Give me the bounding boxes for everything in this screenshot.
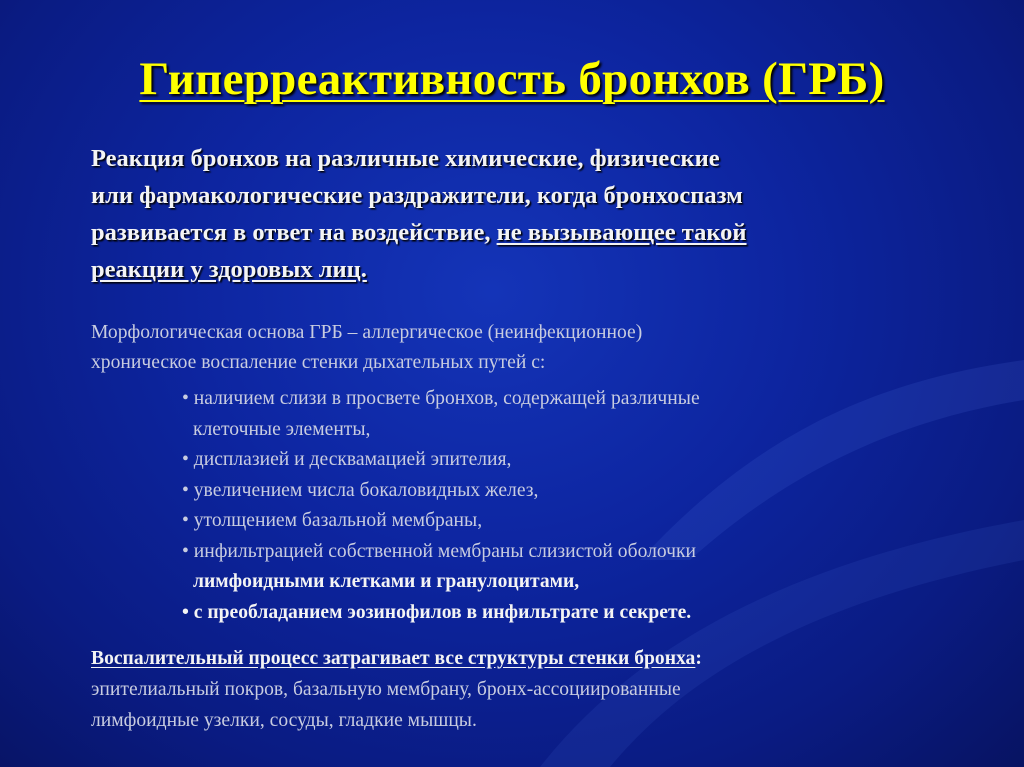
definition-line-3-underlined: не вызывающее такой [496, 219, 747, 246]
slide-title-text: Гиперреактивность бронхов (ГРБ) [139, 53, 885, 105]
morphology-line-2: хроническое воспаление стенки дыхательных путей с: [91, 352, 546, 373]
definition-line-3-plain: развивается в ответ на воздействие, [91, 219, 497, 246]
footer-line-1 [91, 643, 951, 674]
morphology-line-1: Морфологическая основа ГРБ – аллергическое (неинфекционное) [91, 322, 643, 343]
slide-title [0, 52, 1024, 106]
footer-line-3: лимфоидные узелки, сосуды, гладкие мышцы. [91, 710, 477, 731]
bullet-item-6: • с преобладанием эозинофилов в инфильтрате и секрете. [182, 601, 692, 623]
footer-paragraph [91, 643, 951, 736]
bullet-item-5-continuation: лимфоидными клетками и гранулоцитами, [193, 571, 580, 592]
definition-line-4 [91, 251, 951, 288]
footer-lead: Воспалительный процесс затрагивает все структуры стенки бронха [91, 648, 696, 669]
bullet-list [182, 384, 882, 628]
bullet-item-1-continuation: клеточные элементы, [193, 418, 371, 440]
bullet-item-3: • увеличением числа бокаловидных желез, [182, 479, 539, 501]
footer-colon: : [695, 648, 702, 669]
bullet-item-4: • утолщением базальной мембраны, [182, 510, 483, 531]
definition-block [91, 140, 951, 288]
definition-line-4-underlined: реакции у здоровых лиц. [91, 256, 367, 283]
footer-line-2: эпителиальный покров, базальную мембрану, бронх-ассоциированные [91, 679, 681, 700]
bullet-item-2: • дисплазией и десквамацией эпителия, [182, 449, 512, 470]
definition-line-1: Реакция бронхов на различные химические, физические [91, 145, 720, 172]
definition-line-3 [91, 214, 951, 251]
morphology-paragraph [91, 318, 951, 378]
bullet-item-5: • инфильтрацией собственной мембраны слизистой оболочки [182, 540, 697, 562]
definition-line-2: или фармакологические раздражители, когда бронхоспазм [91, 182, 743, 209]
bullet-item-1: • наличием слизи в просвете бронхов, содержащей различные [182, 388, 700, 409]
